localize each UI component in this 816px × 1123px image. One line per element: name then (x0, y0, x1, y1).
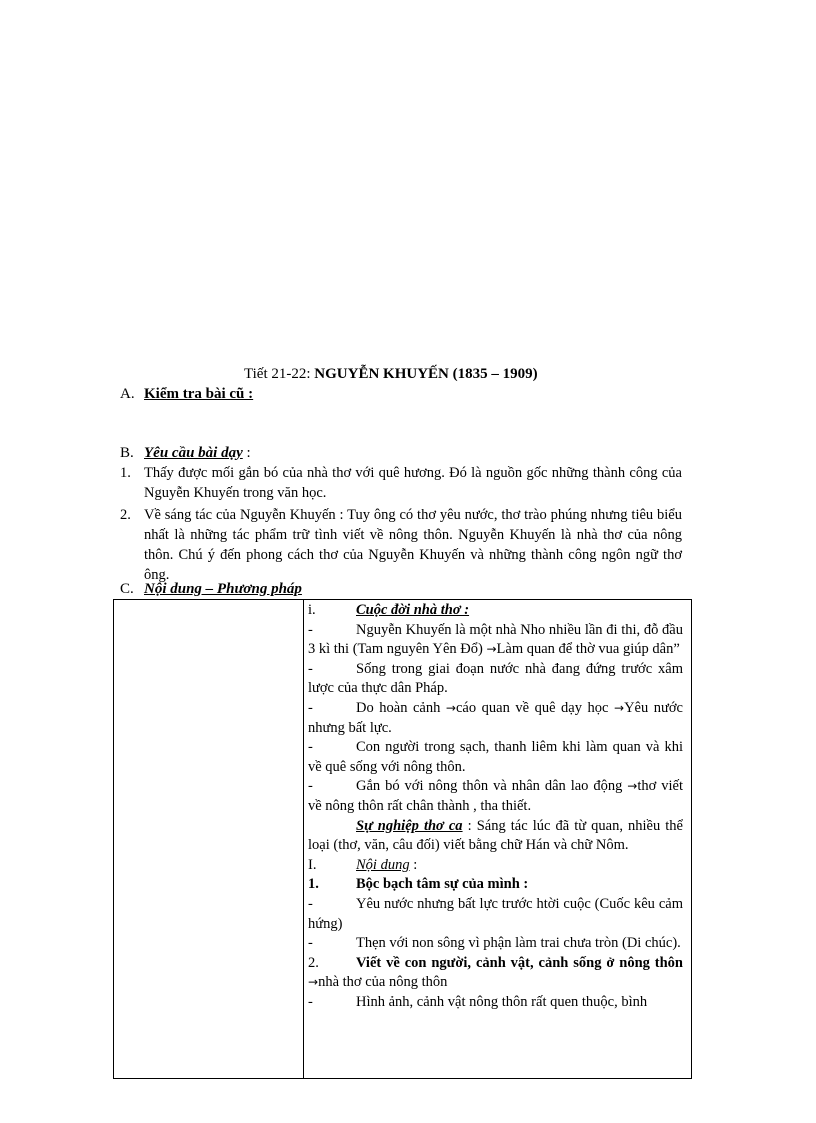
arrow-right-icon: → (627, 779, 638, 794)
section-b-heading: B. Yêu cầu bài dạy : (120, 445, 251, 461)
arrow-right-icon: → (614, 700, 625, 715)
arrow-right-icon: → (486, 642, 497, 657)
list-item: - Hình ảnh, cảnh vật nông thôn rất quen thuộc, bình (308, 993, 648, 1010)
goals-list (120, 463, 682, 587)
career-paragraph: Sự nghiệp thơ ca : Sáng tác lúc đã từ quan, nhiều thể loại (thơ, văn, câu đối) viết bằng chữ Hán và chữ Nôm. (308, 817, 683, 854)
list-item: - Nguyễn Khuyến là một nhà Nho nhiều lần đi thi, đỗ đầu 3 kì thi (Tam nguyên Yên Đổ) →Làm quan để thờ vua giúp dân” (308, 621, 683, 658)
list-item: - Thẹn với non sông vì phận làm trai chưa tròn (Di chúc). (308, 935, 681, 952)
list-item: - Do hoàn cảnh →cáo quan về quê dạy học →Yêu nước nhưng bất lực. (308, 699, 683, 736)
section-c-heading: C. Nội dung – Phương pháp (120, 581, 302, 597)
arrow-right-icon: → (445, 700, 456, 715)
section-a-heading: A. Kiểm tra bài cũ : (120, 386, 254, 402)
page-title: Tiết 21-22: NGUYỄN KHUYẾN (1835 – 1909) (244, 366, 538, 382)
list-item: - Yêu nước nhưng bất lực trước htời cuộc (Cuốc kêu cảm hứng) (308, 895, 683, 932)
list-item: - Gắn bó với nông thôn và nhân dân lao động →thơ viết về nông thôn rất chân thành , tha thiết. (308, 778, 683, 814)
list-item: - Sống trong giai đoạn nước nhà đang đứng trước xâm lược của thực dân Pháp. (308, 660, 683, 697)
list-item: 2. Về sáng tác của Nguyễn Khuyến : Tuy ông có thơ yêu nước, thơ trào phúng nhưng tiêu biểu nhất là những tác phẩm trữ tình viết về nông thôn. Nguyễn Khuyến là nhà thơ của nông thôn. Chú ý đến phong cách thơ của Nguyễn Khuyến và những thành công ngôn ngữ thơ ông. (120, 507, 682, 583)
list-item: - Con người trong sạch, thanh liêm khi làm quan và khi về quê sống với nông thôn. (308, 739, 683, 775)
heading-content: I. Nội dung : (308, 856, 418, 873)
subheading-2: 2. Viết về con người, cảnh vật, cảnh sống ở nông thôn →nhà thơ của nông thôn (308, 954, 683, 991)
content-cell (308, 601, 683, 1012)
list-item: 1. Thấy được mối gắn bó của nhà thơ với quê hương. Đó là nguồn gốc những thành công của Nguyễn Khuyến trong văn học. (120, 465, 682, 501)
heading-life: i. Cuộc đời nhà thơ : (308, 602, 470, 618)
arrow-right-icon: → (308, 975, 319, 990)
subheading-1: 1. Bộc bạch tâm sự của mình : (308, 876, 529, 893)
column-divider (303, 600, 304, 1078)
